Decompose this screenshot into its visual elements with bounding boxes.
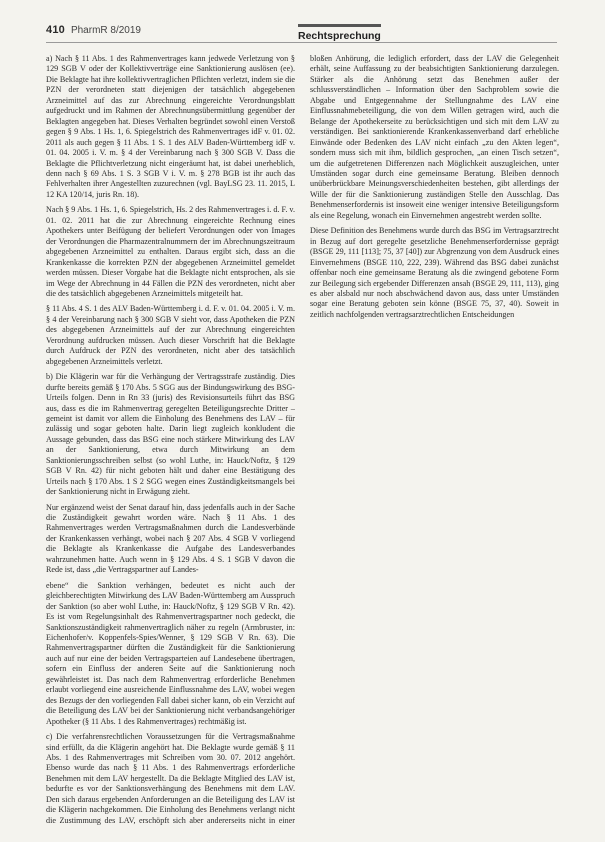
paragraph-c: c) Die verfahrensrechtlichen Voraussetzungen für die Vertragsmaßnahme sind erfüllt, da die Klägerin angehört hat. Die Beklagte wurde gemäß § 11 Abs. 1 des Rahmenvertrages mit Schreiben vom 30. 07. 2012 angehört. Ebenso wurde das nach § 11 Abs. 1 des Rahmenvertrags erforderliche Benehmen mit dem LAV hergestellt. Da die Beklagte Mitglied des LAV ist, bedurfte es vor der Sanktionsverhängung des Benehmens mit dem LAV. Den sich daraus ergebenden Anforderungen an die Beteiligung des LAV ist die Klägerin nachgekommen. Die Einholung des Benehmens verlangt nicht die Zustimmung des LAV, erschöpft sich aber andererseits nicht in einer bloßen Anhörung, die lediglich erfordert, dass der LAV die Gelegenheit erhält, seine Auffassung zu der beabsichtigten Sanktionierung darzulegen. Stärker als die Anhörung setzt das Benehmen außer der schlussverständlichen – Information über den Sachproblem sowie die Abgabe und Entgegennahme der Stellungnahme des LAV eine Einflussnahmebeteiligung, die von dem Willen getragen wird, auch die Belange der Apothekerseite zu berücksichtigen und sich mit dem LAV zu verständigen. Bei sanktionierende Krankenkassenverband darf erhebliche Einwände oder Bedenken des LAV nicht einfach „zu den Akten legen“, sondern muss sich mit ihm, bildlich gesprochen, „an einen Tisch setzen“, um die aufgetretenen Differenzen nach Möglichkeit auszugleichen, unter Umständen sogar durch eine gemeinsame Beratung. Bleiben dennoch unüberbrückbare Meinungsverschiedenheiten bestehen, gibt allerdings der Wille der für die Sanktionierung zuständigen Stelle den Ausschlag. Das Benehmenserfordernis ist insoweit eine weniger intensive Beteiligungsform als eine Regelung, wonach ein Einvernehmen angestrebt werden sollte. <box>46 54 559 825</box>
section-title: Rechtsprechung <box>298 24 381 42</box>
paragraph-a: a) Nach § 11 Abs. 1 des Rahmenvertrages kann jedwede Verletzung von § 129 SGB V oder der Kollektivverträge eine Sanktionierung auslösen (ee). Die Beklagte hat ihre kollektivvertraglichen Pflichten verletzt, indem sie die PZN der verordneten statt diejenigen der tatsächlich abgegebenen Arzneimittel auf das zur Abrechnung eingereichte Verordnungsblatt aufgedruckt und im Rahmen der Abrechnungsübermittlung gegenüber der Beklagten angegeben hat. Dieses Verhalten begründet sowohl einen Verstoß gegen § 9 Abs. 1 Hs. 1, 6. Spiegelstrich des Rahmenvertrages idF v. 01. 02. 2011 als auch gegen § 11 Abs. 1 S. 1 des ALV Baden-Württemberg idF v. 01. 04. 2005 i. V. m. § 4 der Vereinbarung nach § 300 SGB V. Dass die Beklagte die Pflichtverletzung nicht eingeräumt hat, ist dabei unerheblich, denn nach § 69 Abs. 1 S. 3 SGB V i. V. m. § 278 BGB ist ihr auch das Fehlverhalten ihrer Angestellten zuzurechnen (vgl. BayLSG 23. 11. 2015, L 12 KA 120/14, juris Rn. 18). <box>46 54 295 199</box>
journal-citation: PharmR 8/2019 <box>70 24 141 36</box>
paragraph: Diese Definition des Benehmens wurde durch das BSG im Vertragsarztrecht in Bezug auf dort geregelte gesetzliche Benehmenserfordernisse geprägt (BSGE 29, 111 [113]; 75, 37 [40]) zur Abgrenzung von dem Ausdruck eines Einvernehmens (BSGE 110, 222, 239). Während das BSG dabei zunächst offenbar noch eine gemeinsame Beratung als die zwingend gebotene Form zur Beilegung sich ergebender Differenzen ansah (BSGE 29, 111, 113), ging es aber alsbald nur noch abschwächend davon aus, dass unter Umständen sogar eine Beratung geboten sein könne (BSGE 75, 37, 40). Soweit in zeitlich nachfolgenden vertragsarztrechtlichen Entscheidungen <box>310 226 559 319</box>
article-body <box>46 54 559 834</box>
page-number: 410 <box>46 24 65 36</box>
paragraph: § 11 Abs. 4 S. 1 des ALV Baden-Württemberg i. d. F. v. 01. 04. 2005 i. V. m. § 4 der Vereinbarung nach § 300 SGB V sieht vor, dass Apotheken die PZN des abgegebenen Arzneimittels auf der zur Abrechnung eingereichten Verordnung aufdrucken müssen. Auch dieser Vorschrift hat die Beklagte durch Aufdruck der PZN des verordneten, nicht aber des tatsächlich abgegebenen Arzneimittels verletzt. <box>46 304 295 366</box>
page-header <box>46 18 557 43</box>
paragraph: Nur ergänzend weist der Senat darauf hin, dass jedenfalls auch in der Sache die Zuständigkeit gewahrt worden wäre. Nach § 11 Abs. 1 des Rahmenvertrages werden Vertragsmaßnahmen durch die Landesverbände der Krankenkassen verhängt, wobei nach § 207 Abs. 4 SGB V vorliegend die Beklagte als Krankenkasse die Aufgabe des Landesverbandes wahrzunehmen hatte. Auch wenn in § 129 Abs. 4 S. 1 SGB V davon die Rede ist, dass „die Vertragspartner auf Landes- <box>46 502 295 575</box>
paragraph-b: b) Die Klägerin war für die Verhängung der Vertragsstrafe zuständig. Dies durfte bereits gemäß § 170 Abs. 5 SGG aus der Bindungswirkung des BSG-Urteils folgen. Denn in Rn 33 (juris) des Revisionsurteils führt das BSG aus, dass es die im Rahmenvertrag geregelten Beteiligungsrechte Dritter – gemeint ist damit vor allem die Einholung des Benehmens des LAV – für zulässig und sogar geboten halte. Darin liegt zugleich konkludent die Aussage gebunden, dass das BSG eine noch stärkere Mitwirkung des LAV an der Sanktionierung, etwa durch Mitwirkung an dem Sanktionierungsschreiben selbst (so wohl Luthe, in: Hauck/Noftz, § 129 SGB V Rn. 42) für nicht geboten hält und daher eine Bestätigung des Urteils nach § 170 Abs. 1 S 2 SGG wegen eines Zuständigkeitsmangels bei der Sanktionierung nicht in Erwägung zieht. <box>46 372 295 497</box>
paragraph: Nach § 9 Abs. 1 Hs. 1, 6. Spiegelstrich, Hs. 2 des Rahmenvertrages i. d. F. v. 01. 02. 2011 hat die zur Abrechnung eingereichte Rechnung eines Apothekers unter Beifügung der beliefert Verordnungen oder von Images der Verordnungen die Pharmazentralnummern der im Abrechnungszeitraum abgegebenen Arzneimittel zu enthalten. Daraus ergibt sich, dass an die Krankenkasse die korrekten PZN der abgegebenen Arzneimittel gemeldet werden müssen. Dieser Vorgabe hat die Beklagte nicht entsprochen, als sie im Wege der Abrechnung in 44 Fällen die PZN des verordneten, nicht aber die des tatsächlich abgegebenen Arzneimittels mitgeteilt hat. <box>46 205 295 298</box>
paragraph: ebene“ die Sanktion verhängen, bedeutet es nicht auch der gleichberechtigten Mitwirkung des LAV Baden-Württemberg am Ausspruch der Sanktion (so aber wohl Luthe, in: Hauck/Noftz, § 129 SGB V Rn. 42). Es ist vom Regelungsinhalt des Rahmenvertragspartner noch gedeckt, die Sanktionszuständigkeit rahmenvertraglich näher zu regeln (Armbruster, in: Eichenhofer/v. Koppenfels-Spies/Wenner, § 129 SGB V Rn. 63). Die Rahmenvertragspartner dürften die Zuständigkeit für die Sanktionierung auch auf nur eine der beiden Vertragsparteien auf Landesebene übertragen, sofern ein Einfluss der anderen Seite auf die Sanktionierung noch gewährleistet ist. Das nach dem Rahmenvertrag erforderliche Benehmen erlaubt vorliegend eine ausreichende Einflussnahme des LAV, wobei wegen des Bezugs der den vorliegenden Fall dabei sicher kann, ob ein Verzicht auf die Beteiligung des LAV bei der Sanktionierung nicht verbandsangehöriger Apotheker (§ 11 Abs. 1 des Rahmenvertrages) rechtmäßig ist. <box>46 580 295 726</box>
